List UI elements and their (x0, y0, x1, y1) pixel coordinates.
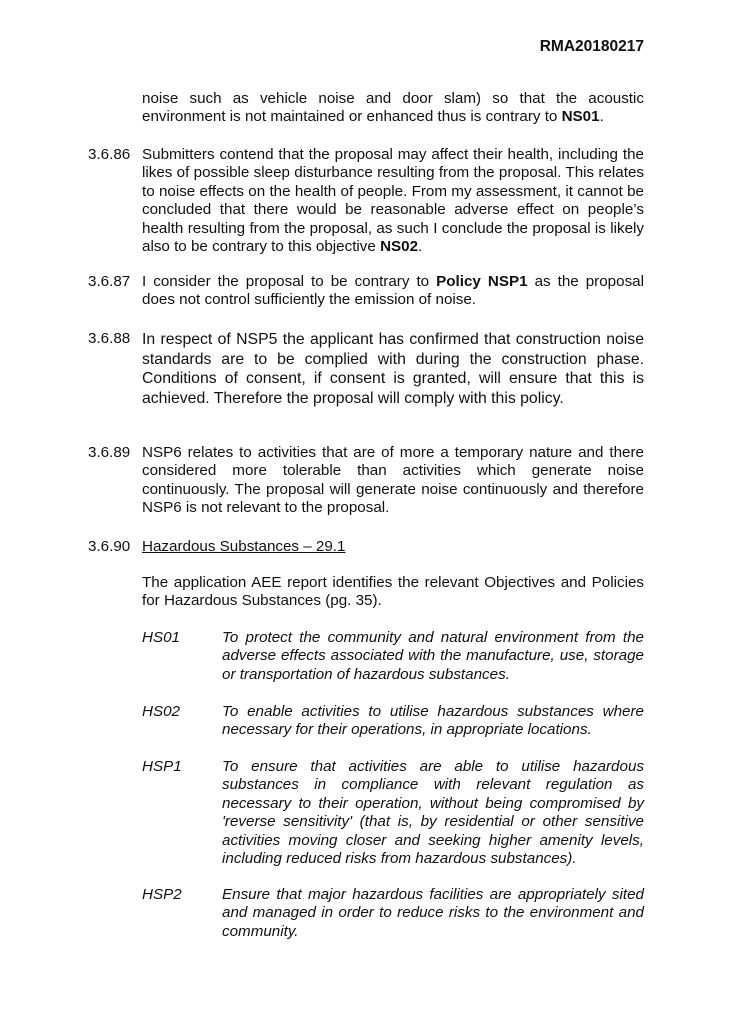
paragraph-number: 3.6.88 (88, 330, 131, 347)
document-reference: RMA20180217 (539, 38, 644, 55)
paragraph-3-6-89 (88, 444, 644, 518)
policy-code: HS02 (142, 703, 180, 720)
paragraph-text: I consider the proposal to be contrary to (142, 273, 437, 290)
policy-text: To ensure that activities are able to utilise hazardous substances in compliance with relevant regulation as necessary to their operation, without being compromised by 'reverse sensitivity' (that is, by residential or other sensitive activities moving closer and seeking higher amenity levels, including reduced risks from hazardous substances). (222, 758, 644, 868)
paragraph-text: NSP6 relates to activities that are of more a temporary nature and there considered more tolerable than activities which generate noise continuously. The proposal will generate noise continuously and therefore NSP6 is not relevant to the proposal. (142, 444, 644, 517)
paragraph-3-6-87 (88, 273, 644, 310)
paragraph-3-6-90 (88, 538, 644, 556)
policy-text: To protect the community and natural environment from the adverse effects associated with the manufacture, use, storage or transportation of hazardous substances. (222, 629, 644, 683)
policy-code: HS01 (142, 629, 180, 646)
paragraph-number: 3.6.89 (88, 444, 131, 461)
paragraph-tail: . (418, 238, 423, 256)
policy-hsp2 (142, 886, 644, 941)
paragraph-tail: as the proposal does not control sufficiently the emission of noise. (142, 273, 644, 309)
paragraph-number: 3.6.87 (88, 273, 131, 290)
policy-hsp1 (142, 758, 644, 868)
policy-code: HSP2 (142, 886, 182, 903)
policy-text: To enable activities to utilise hazardous substances where necessary for their operations, in appropriate locations. (222, 703, 644, 739)
paragraph-text: Submitters contend that the proposal may affect their health, including the likes of possible sleep disturbance resulting from the proposal. This relates to noise effects on the health of people. From my assessment, it cannot be concluded that there would be reasonable adverse effect on people’s health resulting from the proposal, as such I conclude the proposal is likely also to be contrary to this objective (142, 146, 644, 256)
policy-text: Ensure that major hazardous facilities are appropriately sited and managed in order to reduce risks to the environment and community. (222, 886, 644, 940)
policy-hs01 (142, 629, 644, 684)
paragraph-3-6-86 (88, 146, 644, 256)
continuation-paragraph (88, 90, 644, 127)
policy-code: HSP1 (142, 758, 182, 775)
policy-ref: Policy NSP1 (436, 273, 528, 290)
paragraph-text: In respect of NSP5 the applicant has confirmed that construction noise standards are to be complied with during the construction phase. Conditions of consent, if consent is granted, will ensure that this is achieved. Therefore the proposal will comply with this policy. (142, 331, 644, 407)
objective-ref: NS02 (380, 238, 419, 256)
paragraph-number: 3.6.86 (88, 146, 131, 163)
objective-ref: NS01 (561, 108, 600, 126)
continuation-tail: . (599, 108, 604, 126)
paragraph-3-6-88 (88, 330, 644, 408)
intro-paragraph: The application AEE report identifies the relevant Objectives and Policies for Hazardous Substances (pg. 35). (142, 574, 644, 610)
paragraph-number: 3.6.90 (88, 538, 131, 555)
continuation-text: noise such as vehicle noise and door slam) so that the acoustic environment is not maintained or enhanced thus is contrary to (142, 90, 644, 126)
section-heading: Hazardous Substances – 29.1 (142, 538, 346, 555)
policy-hs02 (142, 703, 644, 740)
